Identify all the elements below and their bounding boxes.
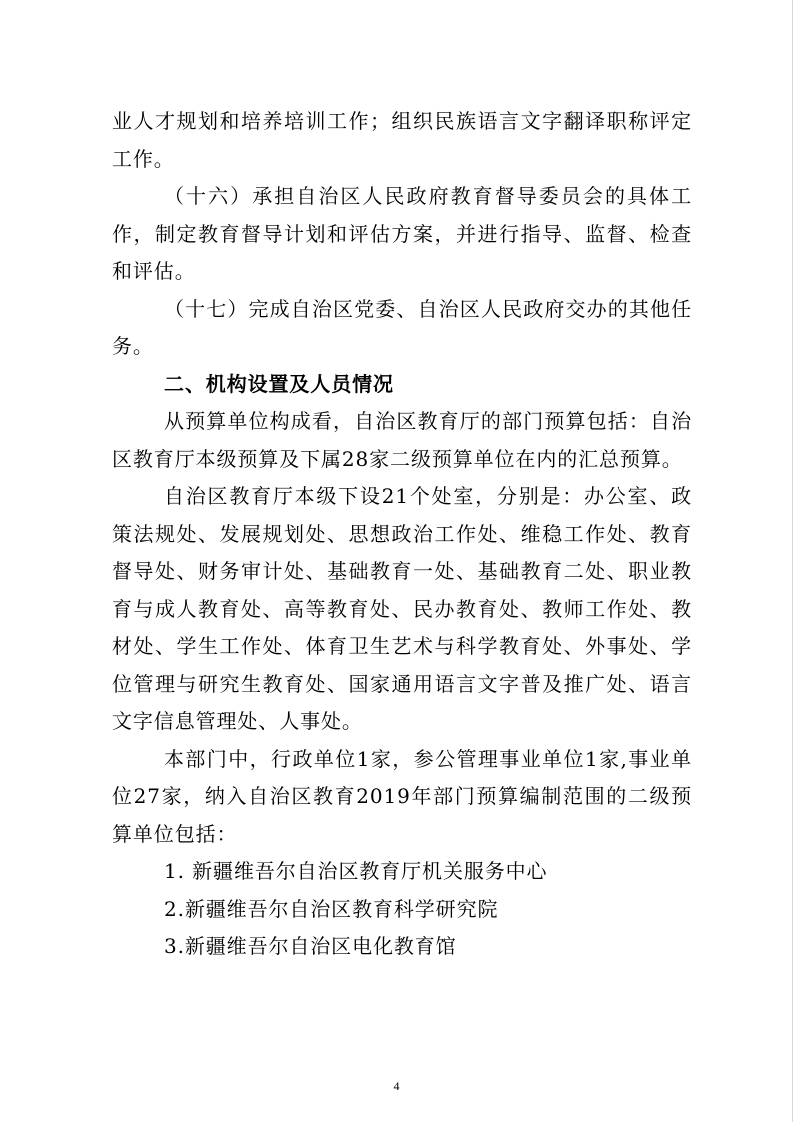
paragraph-item-17: （十七）完成自治区党委、自治区人民政府交办的其他任务。: [112, 296, 692, 358]
paragraph-continuation: 业人才规划和培养培训工作；组织民族语言文字翻译职称评定工作。: [112, 109, 692, 171]
paragraph-item-16: （十六）承担自治区人民政府教育督导委员会的具体工作，制定教育督导计划和评估方案，并进行指导、监督、检查和评估。: [112, 184, 692, 283]
paragraph-departments: 自治区教育厅本级下设21个处室，分别是：办公室、政策法规处、发展规划处、思想政治工作处、维稳工作处、教育督导处、财务审计处、基础教育一处、基础教育二处、职业教育与成人教育处、高等教育处、民办教育处、教师工作处、教材处、学生工作处、体育卫生艺术与科学教育处、外事处、学位管理与研究生教育处、国家通用语言文字普及推广处、语言文字信息管理处、人事处。: [112, 484, 692, 733]
list-item-1: 1. 新疆维吾尔自治区教育厅机关服务中心: [164, 859, 548, 883]
list-item-3: 3.新疆维吾尔自治区电化教育馆: [164, 934, 457, 958]
paragraph-budget-units: 从预算单位构成看，自治区教育厅的部门预算包括：自治区教育厅本级预算及下属28家二级预算单位在内的汇总预算。: [112, 409, 692, 471]
page-content: [112, 103, 692, 966]
paragraph-unit-counts: 本部门中，行政单位1家，参公管理事业单位1家,事业单位27家，纳入自治区教育2019年部门预算编制范围的二级预算单位包括：: [112, 746, 692, 846]
list-item-2: 2.新疆维吾尔自治区教育科学研究院: [164, 896, 499, 921]
section-heading: 二、机构设置及人员情况: [164, 371, 394, 396]
page-number: 4: [393, 1079, 400, 1093]
